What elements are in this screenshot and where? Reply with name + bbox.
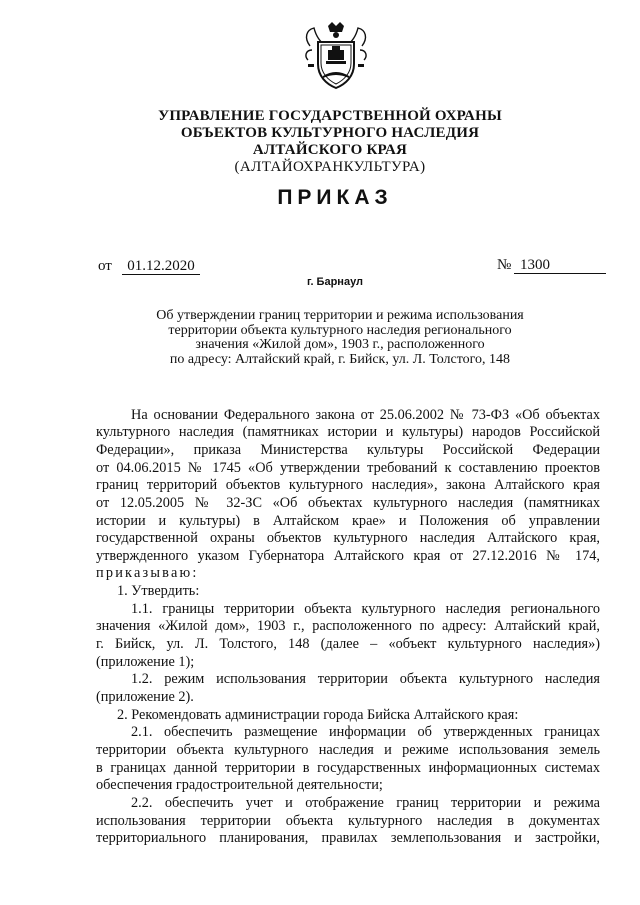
body-line: 2. Рекомендовать администрации города Бийска Алтайского края:	[117, 707, 519, 723]
agency-name-line-2: ОБЪЕКТОВ КУЛЬТУРНОГО НАСЛЕДИЯ	[180, 125, 480, 141]
body-line: 1. Утвердить:	[117, 583, 200, 599]
order-date: 01.12.2020	[122, 258, 200, 275]
body-line: границ территорий объектов культурного наследия», закона Алтайского края	[96, 477, 600, 493]
order-number: 1300	[514, 257, 606, 274]
subject-line: территории объекта культурного наследия регионального	[168, 322, 512, 338]
number-sign: №	[497, 257, 512, 273]
subject-line: значения «Жилой дом», 1903 г., расположенного	[195, 337, 485, 353]
body-line: На основании Федерального закона от 25.06.2002 № 73-ФЗ «Об объектах	[131, 407, 600, 423]
body-line: истории и культуры) в Алтайском крае» и Положения об управлении	[96, 513, 600, 529]
body-line: (приложение 2).	[96, 689, 194, 705]
body-line: 2.1. обеспечить размещение информации об утвержденных границах	[131, 724, 600, 740]
body-line: 1.1. границы территории объекта культурного наследия регионального	[131, 601, 600, 617]
body-line: территории объекта культурного наследия и режиме использования земель	[96, 742, 600, 758]
body-line: приказываю:	[96, 565, 199, 581]
document-title: ПРИКАЗ	[277, 186, 393, 209]
body-line: (приложение 1);	[96, 654, 195, 670]
body-line: обеспечения градостроительной деятельности;	[96, 777, 383, 793]
body-line: утвержденного указом Губернатора Алтайского края от 27.12.2016 № 174,	[96, 548, 600, 564]
agency-name-line-1: УПРАВЛЕНИЕ ГОСУДАРСТВЕННОЙ ОХРАНЫ	[158, 108, 502, 124]
body-line: от 04.06.2015 № 1745 «Об утверждении требований к составлению проектов	[96, 460, 600, 476]
date-prefix: от	[98, 258, 112, 274]
body-line: Федерации», приказа Министерства культуры Российской Федерации	[96, 442, 600, 458]
agency-short-name: (АЛТАЙОХРАНКУЛЬТУРА)	[234, 159, 426, 175]
body-line: г. Бийск, ул. Л. Толстого, 148 (далее – «объект культурного наследия»)	[96, 636, 600, 652]
subject-line: по адресу: Алтайский край, г. Бийск, ул. Л. Толстого, 148	[169, 351, 511, 367]
body-line: использования территории объекта культурного наследия в документах	[96, 813, 600, 829]
body-line: от 12.05.2005 № 32-ЗС «Об объектах культурного наследия (памятниках	[96, 495, 600, 511]
body-line: в границах данной территории в государственных информационных системах	[96, 760, 600, 776]
body-line: культурного наследия (памятниках истории и культуры) народов Российской	[96, 424, 600, 440]
body-line: значения «Жилой дом», 1903 г., расположенного по адресу: Алтайский край,	[96, 618, 600, 634]
body-line: государственной охраны объектов культурного наследия Алтайского края,	[96, 530, 600, 546]
city-name: г. Барнаул	[306, 276, 364, 288]
body-line: 2.2. обеспечить учет и отображение границ территории и режима	[131, 795, 600, 811]
altai-krai-coat-of-arms-icon	[302, 20, 370, 92]
subject-line: Об утверждении границ территории и режима использования	[156, 308, 524, 323]
agency-name-line-3: АЛТАЙСКОГО КРАЯ	[252, 142, 408, 158]
order-subject	[120, 309, 560, 367]
body-line: территориального планирования, правилах землепользования и застройки,	[96, 830, 600, 846]
body-line: 1.2. режим использования территории объекта культурного наследия	[131, 671, 600, 687]
